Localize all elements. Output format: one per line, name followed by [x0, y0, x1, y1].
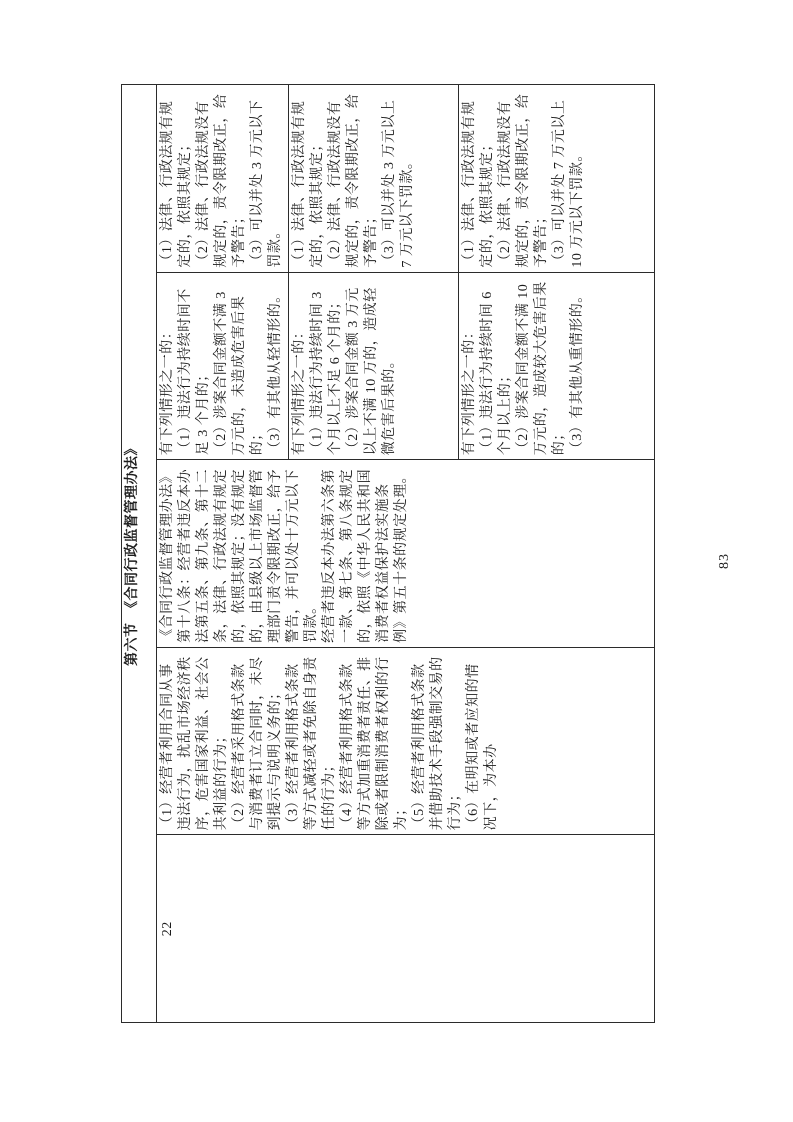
violations-text	[159, 652, 501, 831]
title-row	[122, 85, 157, 1023]
penalty-line: （3）可以并处 3 万元以下罚款。	[250, 99, 283, 268]
penalty-text	[461, 89, 587, 268]
circumstance-line: （2）涉案合同金额 3 万元以上不满 10 万的，造成轻微危害后果的。	[346, 287, 397, 456]
penalty-line: （1）法律、行政法规有规定的，依照其规定；	[462, 100, 495, 268]
penalty-line: （2）法律、行政法规没有规定的，责令限期改正，给予警告；	[328, 93, 379, 268]
penalty-cell-light	[157, 85, 289, 273]
penalty-text	[291, 89, 417, 268]
legal-basis-paragraph: 经营者违反本办法第六条第一款、第七条、第八条规定的，依照《中华人民共和国消费者权益保护法实施条例》第五十条的规定处理。	[322, 468, 409, 643]
violations-cell	[157, 647, 655, 835]
table-area	[121, 84, 655, 1023]
row-number-cell: 22	[157, 835, 655, 1023]
penalty-text	[159, 89, 285, 268]
penalty-line: （2）法律、行政法规没有规定的，责令限期改正，给予警告；	[196, 93, 247, 268]
circumstance-line: （1）违法行为持续时间 3 个月以上不足 6 个月的；	[310, 291, 343, 456]
legal-basis-cell	[157, 460, 655, 648]
circumstance-line: （3）有其他从重情形的。	[570, 288, 585, 456]
circumstances-cell-light	[157, 272, 289, 460]
penalty-cell-medium	[289, 85, 459, 273]
regulation-table	[121, 84, 655, 1023]
violation-item: （3）经营者利用格式条款等方式减轻或者免除自身责任的行为；	[286, 656, 337, 831]
penalty-line: （3）可以并处 3 万元以上 7 万元以下罚款。	[382, 99, 415, 268]
penalty-cell-severe	[459, 85, 655, 273]
page-number: 83	[717, 553, 732, 569]
circumstances-cell-medium	[289, 272, 459, 460]
circumstance-line: （2）涉案合同金额不满 10 万元的，造成较大危害后果的；	[516, 281, 567, 456]
legal-basis-paragraph: 《合同行政监督管理办法》第十八条：经营者违反本办法第五条、第九条、第十二条，法律、行政法规有规定的，依照其规定；没有规定的，由县级以上市场监督管理部门责令限期改正，给予警告，并可以处十万元以下罚款。	[160, 468, 319, 643]
legal-basis-text	[159, 464, 411, 643]
circumstances-text	[291, 277, 399, 456]
circumstances-text	[461, 277, 587, 456]
penalty-line: （1）法律、行政法规有规定的，依照其规定；	[292, 100, 325, 268]
circumstance-line: 有下列情形之一的：	[160, 324, 175, 456]
circumstance-line: （2）涉案合同金额不满 3 万元的，未造成危害后果的；	[214, 291, 265, 456]
circumstance-line: （1）违法行为持续时间不足 3 个月的；	[178, 288, 211, 456]
circumstances-cell-severe	[459, 272, 655, 460]
penalty-line: （3）可以并处 7 万元以上 10 万元以下罚款。	[552, 99, 585, 268]
table-row	[157, 85, 289, 1023]
circumstances-text	[159, 277, 285, 456]
violation-item: （1）经营者利用合同从事违法行为，扰乱市场经济秩序，危害国家利益、社会公共利益的行为；	[160, 656, 229, 831]
section-title: 第六节 《合同行政监督管理办法》	[122, 85, 157, 1023]
penalty-line: （1）法律、行政法规有规定的，依照其规定；	[160, 100, 193, 268]
circumstance-line: 有下列情形之一的：	[292, 324, 307, 456]
circumstance-line: （1）违法行为持续时间 6 个月以上的；	[480, 291, 513, 456]
violation-item: （6）在明知或者应知的情况下，为本办	[466, 663, 499, 831]
penalty-line: （2）法律、行政法规没有规定的，责令限期改正，给予警告；	[498, 93, 549, 268]
violation-item: （5）经营者利用格式条款并借助技术手段强制交易的行为；	[412, 656, 463, 831]
violation-item: （2）经营者采用格式条款与消费者订立合同时，未尽到提示与说明义务的；	[232, 656, 283, 831]
circumstance-line: （3）有其他从轻情形的。	[268, 288, 283, 456]
violation-item: （4）经营者利用格式条款等方式加重消费者责任、排除或者限制消费者权利的行为；	[340, 656, 409, 831]
circumstance-line: 有下列情形之一的：	[462, 324, 477, 456]
